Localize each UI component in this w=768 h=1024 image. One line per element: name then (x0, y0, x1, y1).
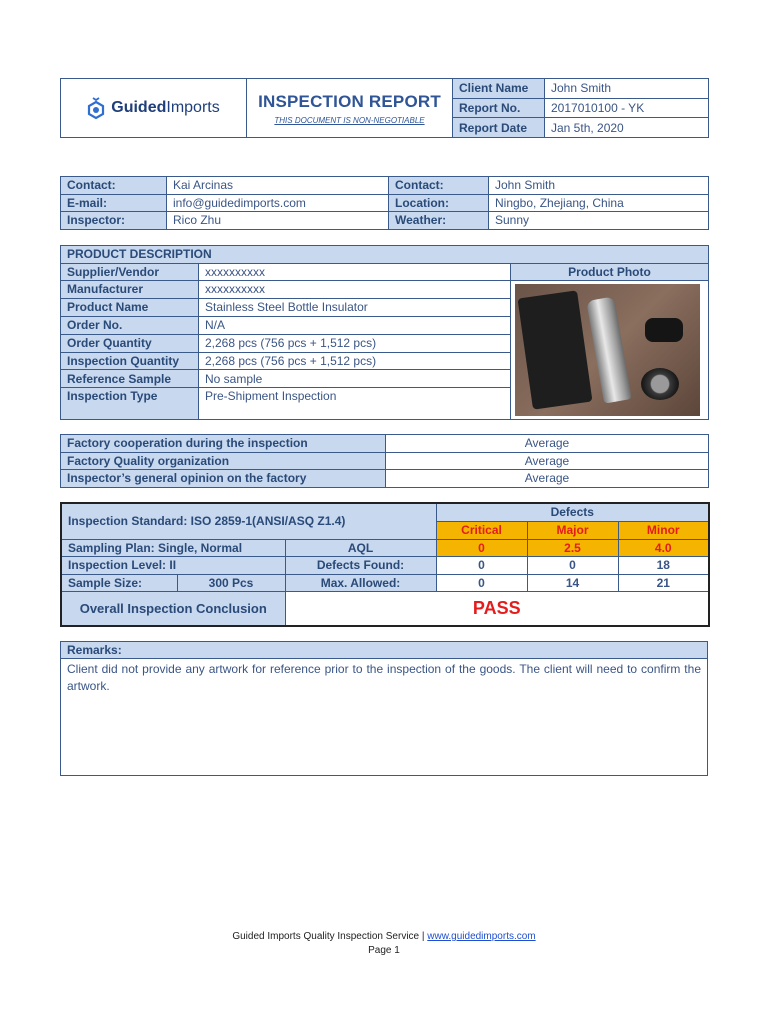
contacts-table (60, 176, 709, 230)
order-quantity-label: Order Quantity (61, 334, 199, 352)
report-title: INSPECTION REPORT (258, 91, 441, 111)
factory-cooperation-label: Factory cooperation during the inspection (61, 435, 386, 453)
sample-size-value: 300 Pcs (177, 574, 285, 592)
factory-quality-label: Factory Quality organization (61, 452, 386, 470)
table-row (61, 452, 709, 470)
max-critical: 0 (436, 574, 527, 592)
inspection-quantity-value: 2,268 pcs (756 pcs + 1,512 pcs) (199, 352, 511, 370)
found-major: 0 (527, 557, 618, 575)
product-name-value: Stainless Steel Bottle Insulator (199, 298, 511, 316)
table-row (61, 263, 709, 281)
major-column-header: Major (527, 521, 618, 539)
inspection-type-label: Inspection Type (61, 388, 199, 420)
report-date-label: Report Date (453, 118, 545, 138)
inspection-type-value: Pre-Shipment Inspection (199, 388, 511, 420)
weather-value: Sunny (489, 212, 709, 230)
report-no-label: Report No. (453, 98, 545, 118)
remarks-heading: Remarks: (61, 642, 707, 659)
client-contact-label: Contact: (389, 177, 489, 195)
cap-shape (645, 318, 683, 342)
supplier-label: Supplier/Vendor (61, 263, 199, 281)
table-row (61, 281, 709, 299)
product-description-table (60, 245, 709, 420)
reference-sample-label: Reference Sample (61, 370, 199, 388)
table-row (61, 557, 709, 575)
page-number: Page 1 (368, 945, 400, 956)
aql-label: AQL (285, 539, 436, 557)
sampling-plan: Sampling Plan: Single, Normal (61, 539, 285, 557)
client-name-label: Client Name (453, 79, 545, 99)
location-value: Ningbo, Zhejiang, China (489, 194, 709, 212)
defects-heading: Defects (436, 503, 709, 521)
contact-value: Kai Arcinas (167, 177, 389, 195)
inspector-opinion-value: Average (386, 470, 709, 488)
manufacturer-label: Manufacturer (61, 281, 199, 299)
remarks-box (60, 641, 708, 776)
inspector-label: Inspector: (61, 212, 167, 230)
inspector-opinion-label: Inspector’s general opinion on the factory (61, 470, 386, 488)
product-name-label: Product Name (61, 298, 199, 316)
table-row (61, 435, 709, 453)
bottle-shape (586, 296, 632, 403)
contact-label: Contact: (61, 177, 167, 195)
order-no-value: N/A (199, 316, 511, 334)
sample-size-label: Sample Size: (61, 574, 177, 592)
reference-sample-value: No sample (199, 370, 511, 388)
aql-major: 2.5 (527, 539, 618, 557)
table-row (61, 574, 709, 592)
order-quantity-value: 2,268 pcs (756 pcs + 1,512 pcs) (199, 334, 511, 352)
factory-evaluation-table (60, 434, 709, 488)
footer-text: Guided Imports Quality Inspection Service | (232, 931, 428, 942)
client-contact-value: John Smith (489, 177, 709, 195)
lid-shape (641, 368, 679, 400)
product-photo-label: Product Photo (511, 263, 709, 281)
product-photo-cell (511, 281, 709, 420)
report-header (60, 78, 709, 138)
remarks-text: Client did not provide any artwork for reference prior to the inspection of the goods. The client will need to confirm the artwork. (67, 662, 701, 693)
table-row (61, 194, 709, 212)
location-label: Location: (389, 194, 489, 212)
overall-conclusion-value: PASS (285, 592, 709, 626)
max-minor: 21 (618, 574, 709, 592)
aql-critical: 0 (436, 539, 527, 557)
supplier-value: xxxxxxxxxx (199, 263, 511, 281)
product-photo (515, 284, 700, 416)
report-date-value: Jan 5th, 2020 (545, 118, 709, 138)
logo-cell (61, 79, 247, 138)
max-major: 14 (527, 574, 618, 592)
critical-column-header: Critical (436, 521, 527, 539)
logo-text-light: Imports (166, 99, 220, 116)
factory-cooperation-value: Average (386, 435, 709, 453)
hexagon-logo-icon (87, 96, 105, 120)
inspection-standard: Inspection Standard: ISO 2859-1(ANSI/ASQ Z1.4) (61, 503, 436, 539)
factory-quality-value: Average (386, 452, 709, 470)
report-no-value: 2017010100 - YK (545, 98, 709, 118)
footer-website-link[interactable]: www.guidedimports.com (427, 931, 536, 942)
aql-minor: 4.0 (618, 539, 709, 557)
max-allowed-label: Max. Allowed: (285, 574, 436, 592)
order-no-label: Order No. (61, 316, 199, 334)
title-cell (247, 79, 453, 138)
table-row (61, 212, 709, 230)
found-minor: 18 (618, 557, 709, 575)
report-subtitle: THIS DOCUMENT IS NON-NEGOTIABLE (274, 115, 425, 125)
manufacturer-value: xxxxxxxxxx (199, 281, 511, 299)
defects-found-label: Defects Found: (285, 557, 436, 575)
found-critical: 0 (436, 557, 527, 575)
product-description-heading: PRODUCT DESCRIPTION (61, 246, 709, 264)
page-footer (0, 930, 768, 958)
inspection-level: Inspection Level: II (61, 557, 285, 575)
weather-label: Weather: (389, 212, 489, 230)
minor-column-header: Minor (618, 521, 709, 539)
email-value: info@guidedimports.com (167, 194, 389, 212)
inspector-value: Rico Zhu (167, 212, 389, 230)
inspection-results-table (60, 502, 710, 627)
pouch-shape (517, 290, 592, 409)
table-row (61, 470, 709, 488)
overall-conclusion-label: Overall Inspection Conclusion (61, 592, 285, 626)
table-row (61, 177, 709, 195)
logo-text-bold: Guided (111, 99, 167, 116)
table-row (61, 539, 709, 557)
guided-imports-logo (61, 79, 246, 137)
inspection-quantity-label: Inspection Quantity (61, 352, 199, 370)
email-label: E-mail: (61, 194, 167, 212)
client-name-value: John Smith (545, 79, 709, 99)
